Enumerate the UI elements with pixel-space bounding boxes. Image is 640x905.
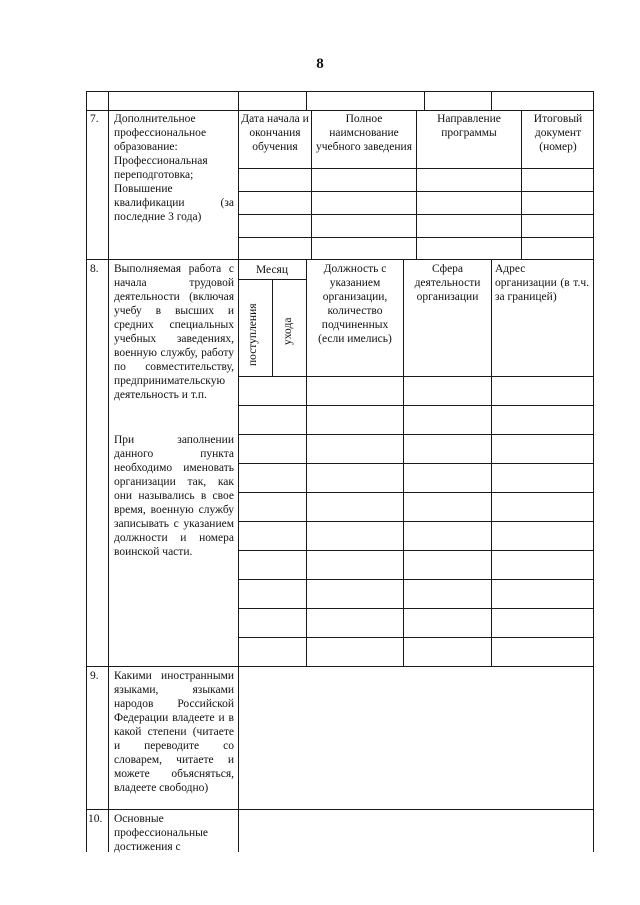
row-label: Какими иностранными языками, языками народов Российской Федерации владеете и в какой степени (читаете и переводите со словарем, читаете и можете объясняться, владеете свободно) bbox=[114, 670, 234, 794]
table-border bbox=[86, 809, 594, 810]
table-border bbox=[238, 237, 594, 238]
page-number: 8 bbox=[316, 56, 324, 72]
table-border bbox=[238, 637, 594, 638]
table-border bbox=[238, 608, 594, 609]
table-border bbox=[238, 405, 594, 406]
row-number: 7. bbox=[90, 113, 99, 125]
column-header: Месяц bbox=[255, 264, 288, 276]
column-header: Сфера деятельности организации bbox=[414, 263, 481, 303]
row-label: Основные профессиональные достижения с bbox=[114, 813, 208, 853]
table-border bbox=[86, 259, 594, 260]
column-header: Дата начала и окончания обучения bbox=[241, 113, 309, 153]
column-header: Направление программы bbox=[437, 113, 501, 139]
table-border bbox=[86, 91, 87, 852]
table-border bbox=[86, 91, 594, 92]
table-border bbox=[238, 434, 594, 435]
table-border bbox=[86, 110, 594, 111]
table-border bbox=[491, 91, 492, 110]
column-header: Должность с указанием организации, количество подчиненных (если имелись) bbox=[318, 263, 392, 345]
table-border bbox=[306, 91, 307, 110]
row-label: Дополнительное профессиональное образование: Профессиональная переподготовка; Повышение квалификации (за последние 3 года) bbox=[114, 113, 234, 223]
table-border bbox=[238, 91, 239, 852]
table-border bbox=[238, 376, 594, 377]
column-header: ухода bbox=[282, 317, 294, 345]
table-border bbox=[238, 579, 594, 580]
row-label: Выполняемая работа с начала трудовой деятельности (включая учебу в высших и средних специальных учебных заведениях, военную службу, работу по совместительству, предпринимательскую деятельность и т.п. bbox=[114, 263, 234, 401]
table-border bbox=[108, 91, 109, 852]
table-border bbox=[86, 666, 594, 667]
column-header: Адрес организации (в т.ч. за границей) bbox=[495, 263, 589, 303]
row-number: 9. bbox=[90, 670, 99, 682]
column-header: Итоговый документ (номер) bbox=[533, 113, 583, 153]
column-header: Полное наимснование учебного заведения bbox=[316, 113, 412, 153]
table-border bbox=[238, 492, 594, 493]
row-note: При заполнении данного пункта необходимо именовать организации так, как они назывались в свое время, военную службу записывать с указанием должности и номера воинской части. bbox=[114, 434, 234, 558]
table-border bbox=[238, 214, 594, 215]
column-header: поступления bbox=[247, 303, 259, 366]
table-border bbox=[593, 91, 594, 852]
table-border bbox=[424, 91, 425, 110]
table-border bbox=[272, 279, 273, 376]
row-number: 10. bbox=[88, 813, 103, 825]
table-border bbox=[238, 168, 594, 169]
table-border bbox=[238, 521, 594, 522]
table-border bbox=[238, 191, 594, 192]
table-border bbox=[238, 550, 594, 551]
table-border bbox=[238, 463, 594, 464]
row-number: 8. bbox=[90, 263, 99, 275]
